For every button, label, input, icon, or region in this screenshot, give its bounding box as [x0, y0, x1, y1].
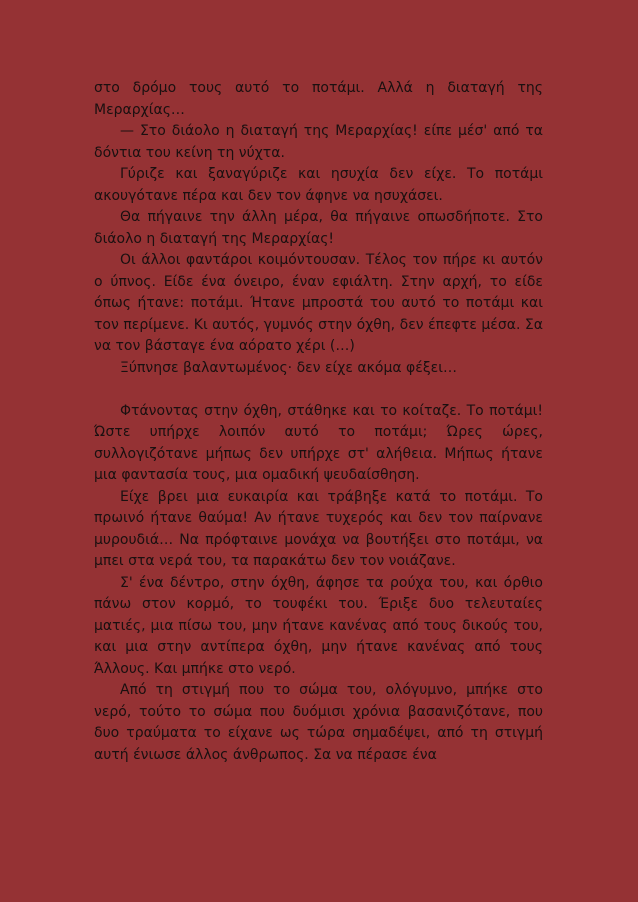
book-page [94, 78, 543, 766]
paragraph-2: — Στο διάολο η διαταγή της Μεραρχίας! είπε μέσ' από τα δόντια του κείνη τη νύχτα. [94, 123, 543, 161]
paragraph-10: Από τη στιγμή που το σώμα του, ολόγυμνο, μπήκε στο νερό, τούτο το σώμα που δυόμισι χρόνια βασανιζότανε, που δυο τραύματα το είχανε ως τώρα σημαδέψει, από τη στιγμή αυτή ένιωσε άλλος άνθρωπος. Σα να πέρασε ένα [94, 682, 543, 763]
paragraph-5: Οι άλλοι φαντάροι κοιμόντουσαν. Τέλος τον πήρε κι αυτόν ο ύπνος. Είδε ένα όνειρο, έναν εφιάλτη. Στην αρχή, το είδε όπως ήτανε: ποτάμι. Ήτανε μπροστά του αυτό το ποτάμι και τον περίμενε. Κι αυτός, γυμνός στην όχθη, δεν έπεφτε μέσα. Σα να τον βάσταγε ένα αόρατο χέρι (…) [94, 252, 543, 354]
paragraph-8: Είχε βρει μια ευκαιρία και τράβηξε κατά το ποτάμι. Το πρωινό ήτανε θαύμα! Αν ήτανε τυχερός και δεν τον παίρνανε μυρουδιά… Να πρόφταινε μονάχα να βουτήξει στο ποτάμι, να μπει στα νερά του, τα παρακάτω δεν τον νοιάζανε. [94, 488, 543, 569]
paragraph-3: Γύριζε και ξαναγύριζε και ησυχία δεν είχε. Το ποτάμι ακουγότανε πέρα και δεν τον άφηνε να ησυχάσει. [94, 166, 543, 204]
paragraph-4: Θα πήγαινε την άλλη μέρα, θα πήγαινε οπωσδήποτε. Στο διάολο η διαταγή της Μεραρχίας! [94, 209, 543, 247]
paragraph-6: Ξύπνησε βαλαντωμένος· δεν είχε ακόμα φέξει… [120, 359, 457, 376]
paragraph-9: Σ' ένα δέντρο, στην όχθη, άφησε τα ρούχα του, και όρθιο πάνω στον κορμό, το τουφέκι του. Έριξε δυο τελευταίες ματιές, μια πίσω του, μην ήτανε κανένας από τους δικούς του, και μια στην αντίπερα όχθη, μην ήτανε κανένας από τους Άλλους. Και μπήκε στο νερό. [94, 574, 543, 677]
paragraph-1: στο δρόμο τους αυτό το ποτάμι. Αλλά η διαταγή της Μεραρχίας… [94, 80, 543, 118]
paragraph-7: Φτάνοντας στην όχθη, στάθηκε και το κοίταζε. Το ποτάμι! Ώστε υπήρχε λοιπόν αυτό το ποτάμι; Ώρες ώρες, συλλογιζότανε μήπως δεν υπήρχε στ' αλήθεια. Μήπως ήτανε μια φαντασία τους, μια ομαδική ψευδαίσθηση. [94, 402, 543, 483]
